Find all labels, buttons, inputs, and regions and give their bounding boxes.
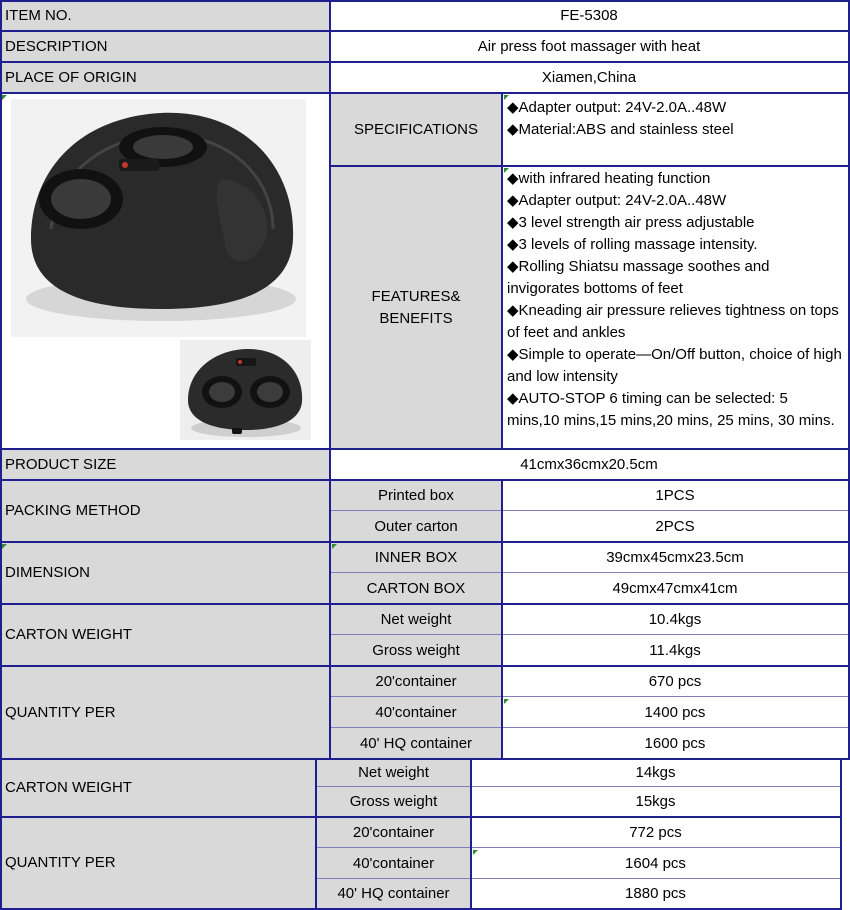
feature-item: ◆Rolling Shiatsu massage soothes and invigorates bottoms of feet <box>507 258 770 297</box>
description-label: DESCRIPTION <box>0 31 330 62</box>
grid-line <box>0 448 850 450</box>
product-size-value: 41cmx36cmx20.5cm <box>330 449 848 480</box>
grid-line <box>330 510 850 511</box>
feature-item: ◆Kneading air pressure relieves tightness on tops of feet and ankles <box>507 302 839 341</box>
specifications-label: SPECIFICATIONS <box>330 93 502 166</box>
grid-line <box>315 759 317 910</box>
quantity-label: QUANTITY PER <box>0 817 316 909</box>
quantity-row-value: 1604 pcs <box>471 848 840 879</box>
feature-item: ◆with infrared heating function <box>507 170 711 187</box>
carton-weight-row-name: Gross weight <box>316 787 471 817</box>
features-label <box>330 166 502 449</box>
origin-label: PLACE OF ORIGIN <box>0 62 330 93</box>
grid-line <box>330 165 850 167</box>
feature-item: ◆Simple to operate—On/Off button, choice of high and low intensity <box>507 346 842 385</box>
spec-item: ◆Adapter output: 24V-2.0A..48W <box>507 99 727 116</box>
quantity-row-value: 1600 pcs <box>502 728 848 759</box>
grid-line <box>329 0 331 759</box>
specifications-list <box>502 93 848 166</box>
quantity-row-name: 40'container <box>330 697 502 728</box>
product-photo-small <box>180 340 311 440</box>
feature-item: ◆Adapter output: 24V-2.0A..48W <box>507 192 727 209</box>
grid-line <box>0 0 2 910</box>
grid-line <box>0 30 850 32</box>
grid-line <box>470 759 472 910</box>
grid-line <box>501 480 503 759</box>
product-size-label: PRODUCT SIZE <box>0 449 330 480</box>
cell-marker <box>2 544 7 549</box>
packing-row-name: Outer carton <box>330 511 502 542</box>
feature-item: ◆3 level strength air press adjustable <box>507 214 755 231</box>
grid-line <box>330 572 850 573</box>
quantity-row-value: 670 pcs <box>502 666 848 697</box>
carton-weight-row-name: Net weight <box>330 604 502 635</box>
quantity-row-name: 40' HQ container <box>316 879 471 909</box>
item-no-label: ITEM NO. <box>0 0 330 31</box>
grid-line <box>330 727 850 728</box>
dimension-row-value: 49cmx47cmx41cm <box>502 573 848 604</box>
description-value: Air press foot massager with heat <box>330 31 848 62</box>
cell-marker <box>504 95 509 100</box>
carton-weight-row-value: 14kgs <box>471 759 840 787</box>
quantity-row-name: 20'container <box>330 666 502 697</box>
carton-weight-row-value: 11.4kgs <box>502 635 848 666</box>
features-label-line2: BENEFITS <box>379 309 453 327</box>
carton-weight-row-value: 10.4kgs <box>502 604 848 635</box>
cell-marker <box>473 850 478 855</box>
packing-row-value: 2PCS <box>502 511 848 542</box>
features-list <box>502 166 848 449</box>
grid-line <box>0 816 842 818</box>
grid-line <box>0 603 850 605</box>
grid-line <box>330 696 850 697</box>
item-no-value: FE-5308 <box>330 0 848 31</box>
grid-line <box>0 92 850 94</box>
grid-line <box>0 0 850 2</box>
origin-value: Xiamen,China <box>330 62 848 93</box>
grid-line <box>0 479 850 481</box>
grid-line <box>0 541 850 543</box>
grid-line <box>316 878 842 879</box>
carton-weight-row-value: 15kgs <box>471 787 840 817</box>
dimension-row-name: INNER BOX <box>330 542 502 573</box>
dimension-label: DIMENSION <box>0 542 330 604</box>
dimension-row-value: 39cmx45cmx23.5cm <box>502 542 848 573</box>
packing-label: PACKING METHOD <box>0 480 330 542</box>
grid-line <box>0 665 850 667</box>
quantity-label: QUANTITY PER <box>0 666 330 759</box>
carton-weight-row-name: Net weight <box>316 759 471 787</box>
grid-line <box>501 93 503 449</box>
carton-weight-row-name: Gross weight <box>330 635 502 666</box>
cell-marker <box>504 699 509 704</box>
cell-marker <box>332 544 337 549</box>
quantity-row-value: 1880 pcs <box>471 879 840 909</box>
feature-item: ◆AUTO-STOP 6 timing can be selected: 5 mins,10 mins,15 mins,20 mins, 25 mins, 30 mins. <box>507 390 835 429</box>
dimension-row-name: CARTON BOX <box>330 573 502 604</box>
grid-line <box>330 634 850 635</box>
packing-row-name: Printed box <box>330 480 502 511</box>
quantity-row-name: 20'container <box>316 817 471 848</box>
product-photo-large <box>11 99 306 337</box>
grid-line <box>840 759 842 910</box>
carton-weight-label: CARTON WEIGHT <box>0 759 316 817</box>
features-label-line1: FEATURES& <box>371 287 461 305</box>
grid-line <box>316 847 842 848</box>
packing-row-value: 1PCS <box>502 480 848 511</box>
quantity-row-name: 40' HQ container <box>330 728 502 759</box>
grid-line <box>0 61 850 63</box>
carton-weight-label: CARTON WEIGHT <box>0 604 330 666</box>
quantity-row-value: 772 pcs <box>471 817 840 848</box>
spec-item: ◆Material:ABS and stainless steel <box>507 121 734 138</box>
cell-marker <box>504 168 509 173</box>
quantity-row-value: 1400 pcs <box>502 697 848 728</box>
grid-line <box>316 786 842 787</box>
feature-item: ◆3 levels of rolling massage intensity. <box>507 236 758 253</box>
cell-marker <box>2 95 7 100</box>
grid-line <box>0 758 850 760</box>
quantity-row-name: 40'container <box>316 848 471 879</box>
